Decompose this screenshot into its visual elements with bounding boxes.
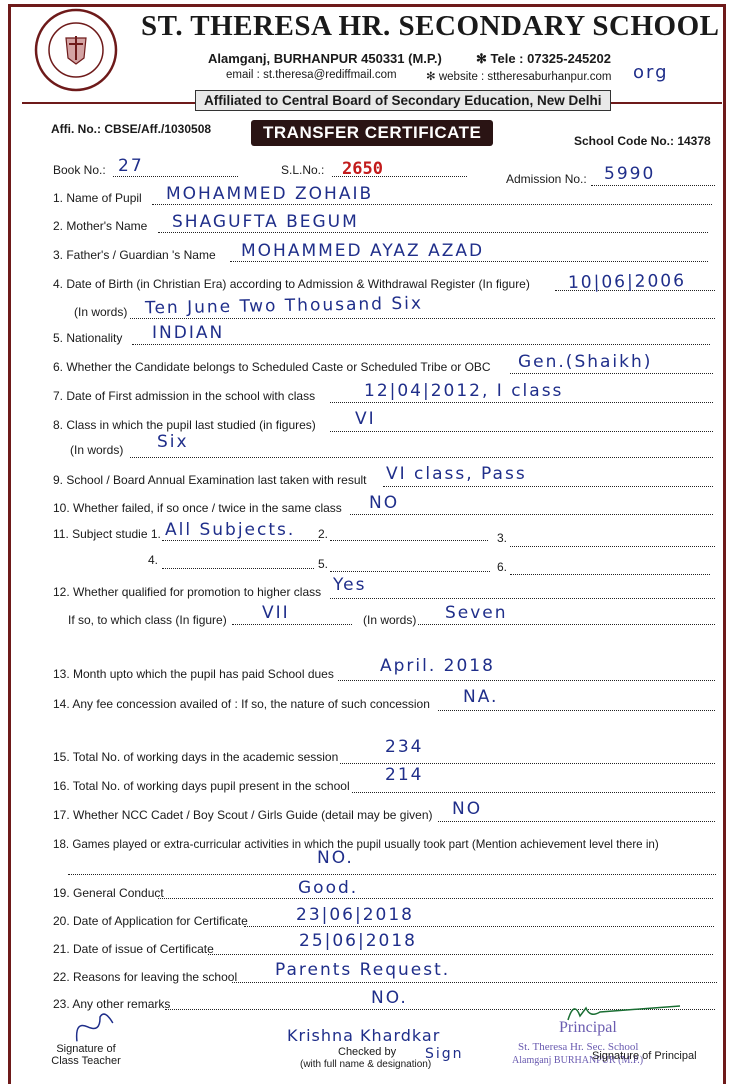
field-line	[340, 763, 715, 764]
field-value: April. 2018	[380, 656, 495, 676]
field-label: 3.	[497, 531, 508, 545]
school-logo	[14, 8, 139, 92]
field-line	[383, 486, 713, 487]
field-label: 8. Class in which the pupil last studied (in figures)	[53, 418, 316, 432]
field-line	[330, 598, 715, 599]
field-value: Seven	[445, 603, 508, 623]
field-label: 1. Name of Pupil	[53, 191, 142, 205]
principal-stamp-title: Principal	[559, 1019, 617, 1036]
field-line	[330, 431, 713, 432]
field-value: All Subjects.	[165, 520, 296, 540]
field-value: Six	[157, 432, 189, 452]
field-label: 7. Date of First admission in the school with class	[53, 389, 316, 403]
field-value: 12|04|2012, I class	[364, 381, 564, 401]
website-hand-note: org	[633, 62, 669, 83]
field-label: 5.	[318, 557, 329, 571]
website-text: website : sttheresaburhanpur.com	[438, 71, 612, 83]
field-value: 25|06|2018	[299, 931, 417, 951]
admission-no-value: 5990	[604, 164, 656, 184]
field-line	[158, 898, 713, 899]
field-value: Good.	[298, 878, 359, 898]
school-tele: ✻ Tele : 07325-245202	[476, 51, 611, 66]
principal-signature-label: Signature of Principal	[592, 1050, 697, 1062]
field-value: SHAGUFTA BEGUM	[172, 212, 359, 232]
field-line	[352, 792, 715, 793]
field-value: NO	[369, 493, 400, 513]
field-value: Yes	[333, 575, 367, 595]
field-label: 2.	[318, 527, 329, 541]
field-label: 11. Subject studie 1.	[53, 527, 161, 541]
principal-stamp-school: St. Theresa Hr. Sec. School	[518, 1041, 639, 1053]
field-label: 12. Whether qualified for promotion to higher class	[53, 585, 322, 599]
field-line	[232, 624, 352, 625]
teacher-signature-label: Signature of Class Teacher	[51, 1043, 121, 1067]
field-value: MOHAMMED ZOHAIB	[166, 184, 374, 204]
principal-signature-scribble	[560, 998, 690, 1029]
field-value: NA.	[463, 687, 499, 707]
field-value: NO.	[371, 988, 408, 1008]
field-label: (In words)	[70, 443, 124, 457]
field-line	[130, 457, 713, 458]
field-line	[130, 318, 715, 319]
field-line	[510, 373, 713, 374]
field-label: 18. Games played or extra-curricular activities in which the pupil usually took part (Mention achievement level there in)	[53, 838, 659, 851]
field-label: (In words)	[363, 613, 417, 627]
field-label: 22. Reasons for leaving the school	[53, 970, 238, 984]
field-value: INDIAN	[152, 323, 225, 343]
field-label: 6. Whether the Candidate belongs to Scheduled Caste or Scheduled Tribe or OBC	[53, 360, 491, 374]
book-no-line	[113, 176, 238, 177]
school-email: email : st.theresa@rediffmail.com	[226, 69, 397, 81]
field-label: 5. Nationality	[53, 331, 123, 345]
field-label: 21. Date of issue of Certificate	[53, 942, 214, 956]
field-value: Ten June Two Thousand Six	[144, 293, 424, 319]
field-label: 17. Whether NCC Cadet / Boy Scout / Girls Guide (detail may be given)	[53, 808, 433, 822]
checked-by-sublabel: (with full name & designation)	[300, 1059, 432, 1070]
field-line	[162, 540, 320, 541]
school-address: Alamganj, BURHANPUR 450331 (M.P.)	[208, 51, 442, 66]
field-label: 14. Any fee concession availed of : If so, the nature of such concession	[53, 697, 430, 711]
field-line	[510, 546, 715, 547]
affiliation-box: Affiliated to Central Board of Secondary Education, New Delhi	[195, 90, 611, 111]
field-line	[330, 402, 713, 403]
checked-by-label: Checked by	[338, 1046, 397, 1058]
field-line	[418, 624, 715, 625]
field-line	[330, 571, 490, 572]
affi-no: Affi. No.: CBSE/Aff./1030508	[51, 122, 212, 136]
field-line	[350, 514, 713, 515]
field-label: If so, to which class (In figure)	[68, 613, 227, 627]
admission-no-label: Admission No.:	[506, 172, 587, 186]
field-line	[162, 568, 314, 569]
field-value: VI	[355, 409, 376, 429]
field-line	[132, 344, 710, 345]
checked-by-handwriting: Krishna Khardkar	[287, 1026, 441, 1045]
field-value: MOHAMMED AYAZ AZAD	[241, 241, 485, 261]
field-value: VII	[262, 603, 290, 623]
field-line	[438, 710, 715, 711]
field-value: 234	[385, 737, 424, 757]
field-value: Gen.(Shaikh)	[518, 352, 653, 372]
field-label: 20. Date of Application for Certificate	[53, 914, 248, 928]
principal-stamp-city: Alamganj BURHANPUR (M.P.)	[512, 1055, 644, 1066]
field-label: 16. Total No. of working days pupil present in the school	[53, 779, 350, 793]
field-line	[230, 261, 708, 262]
field-line	[338, 680, 715, 681]
field-line	[68, 874, 716, 875]
field-line	[438, 821, 715, 822]
field-label: 15. Total No. of working days in the academic session	[53, 750, 339, 764]
field-label: 9. School / Board Annual Examination last taken with result	[53, 473, 367, 487]
school-name: ST. THERESA HR. SECONDARY SCHOOL	[141, 10, 720, 42]
field-value: 214	[385, 765, 424, 785]
field-value: 10|06|2006	[567, 270, 687, 294]
field-label: 13. Month upto which the pupil has paid School dues	[53, 667, 334, 681]
field-label: 23. Any other remarks	[53, 997, 171, 1011]
tele-text: Tele : 07325-245202	[490, 51, 611, 66]
field-label: 19. General Conduct	[53, 886, 164, 900]
book-no-value: 27	[118, 156, 144, 176]
field-value: Parents Request.	[275, 960, 451, 980]
school-website: ✻ website : sttheresaburhanpur.com	[426, 71, 612, 83]
field-value: NO	[452, 799, 483, 819]
sl-no-value: 2650	[342, 159, 383, 179]
field-line	[208, 954, 713, 955]
field-label: 6.	[497, 560, 508, 574]
field-value: VI class, Pass	[386, 464, 527, 484]
field-line	[158, 232, 708, 233]
field-label: 4. Date of Birth (in Christian Era) according to Admission & Withdrawal Register (In figure)	[53, 277, 530, 291]
field-line	[152, 204, 712, 205]
book-no-label: Book No.:	[53, 163, 106, 177]
certificate-title: TRANSFER CERTIFICATE	[251, 120, 493, 146]
sl-no-label: S.L.No.:	[281, 163, 325, 177]
field-label: 10. Whether failed, if so once / twice in the same class	[53, 501, 342, 515]
field-line	[244, 926, 714, 927]
field-line	[232, 982, 717, 983]
field-label: (In words)	[74, 305, 128, 319]
field-value: 23|06|2018	[296, 905, 414, 925]
field-line	[510, 574, 710, 575]
admission-no-line	[591, 185, 715, 186]
field-label: 3. Father's / Guardian 's Name	[53, 248, 216, 262]
field-line	[330, 540, 488, 541]
checked-by-handwriting-2: Sign	[425, 1046, 464, 1062]
school-code: School Code No.: 14378	[574, 134, 711, 148]
field-value: NO.	[317, 848, 354, 868]
field-label: 4.	[148, 553, 159, 567]
field-label: 2. Mother's Name	[53, 219, 148, 233]
